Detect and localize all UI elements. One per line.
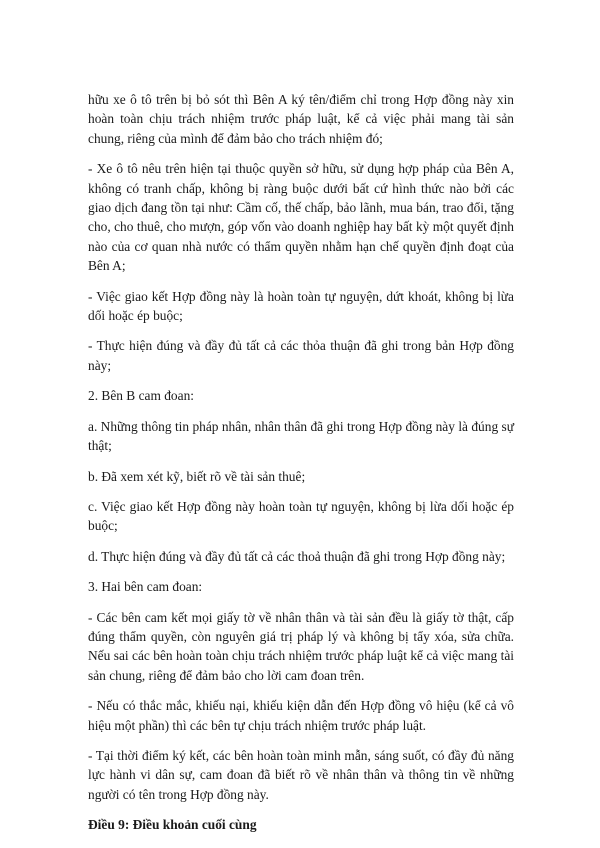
section-party-b-commitment: 2. Bên B cam đoan: (88, 388, 194, 404)
paragraph-b-info-true: a. Những thông tin pháp nhân, nhân thân đã ghi trong Hợp đồng này là đúng sự thật; (88, 418, 514, 454)
paragraph-b-examined: b. Đã xem xét kỹ, biết rõ về tài sản thuê; (88, 468, 306, 484)
section-both-parties-commitment: 3. Hai bên cam đoan: (88, 579, 203, 595)
paragraph-b-fulfill: d. Thực hiện đúng và đầy đủ tất cả các thoả thuận đã ghi trong Hợp đồng này; (88, 548, 506, 564)
article-9-heading: Điều 9: Điều khoản cuối cùng (88, 817, 257, 833)
paragraph-documents-genuine: - Các bên cam kết mọi giấy tờ về nhân thân và tài sản đều là giấy tờ thật, cấp đúng thẩm quyền, còn nguyên giá trị pháp lý và không bị tẩy xóa, sửa chữa. Nếu sai các bên hoàn toàn chịu trách nhiệm trước pháp luật kể cả việc mang tài sản chung, riêng để đảm bảo cho lời cam đoan trên. (88, 609, 514, 683)
paragraph-voluntary-agreement: - Việc giao kết Hợp đồng này là hoàn toàn tự nguyện, dứt khoát, không bị lừa dối hoặc ép buộc; (88, 288, 514, 324)
paragraph-fulfill-terms: - Thực hiện đúng và đầy đủ tất cả các thỏa thuận đã ghi trong bản Hợp đồng này; (88, 338, 514, 373)
paragraph-party-a-liability: hữu xe ô tô trên bị bỏ sót thì Bên A ký tên/điểm chỉ trong Hợp đồng này xin hoàn toàn chịu trách nhiệm trước pháp luật, kể cả việc phải mang tài sản chung, riêng của mình để đảm bảo cho trách nhiệm đó; (88, 92, 514, 146)
paragraph-disputes: - Nếu có thắc mắc, khiếu nại, khiếu kiện dẫn đến Hợp đồng vô hiệu (kể cả vô hiệu một phần) thì các bên tự chịu trách nhiệm trước pháp luật. (88, 698, 514, 733)
paragraph-signing-capacity: - Tại thời điểm ký kết, các bên hoàn toàn minh mẫn, sáng suốt, có đầy đủ năng lực hành vi dân sự, cam đoan đã biết rõ về nhân thân và thông tin về những người có tên trong Hợp đồng này. (88, 747, 514, 802)
paragraph-vehicle-ownership: - Xe ô tô nêu trên hiện tại thuộc quyền sở hữu, sử dụng hợp pháp của Bên A, không có tranh chấp, không bị ràng buộc dưới bất cứ hình thức nào bởi các giao dịch đang tồn tại như: Cầm cố, thế chấp, bảo lãnh, mua bán, trao đổi, tặng cho, cho thuê, cho mượn, góp vốn vào doanh nghiệp hay bất kỳ một quyết định nào của cơ quan nhà nước có thẩm quyền nhằm hạn chế quyền định đoạt của Bên A; (88, 161, 514, 274)
document-body (88, 90, 514, 846)
paragraph-b-voluntary: c. Việc giao kết Hợp đồng này hoàn toàn tự nguyện, không bị lừa dối hoặc ép buộc; (88, 498, 514, 534)
